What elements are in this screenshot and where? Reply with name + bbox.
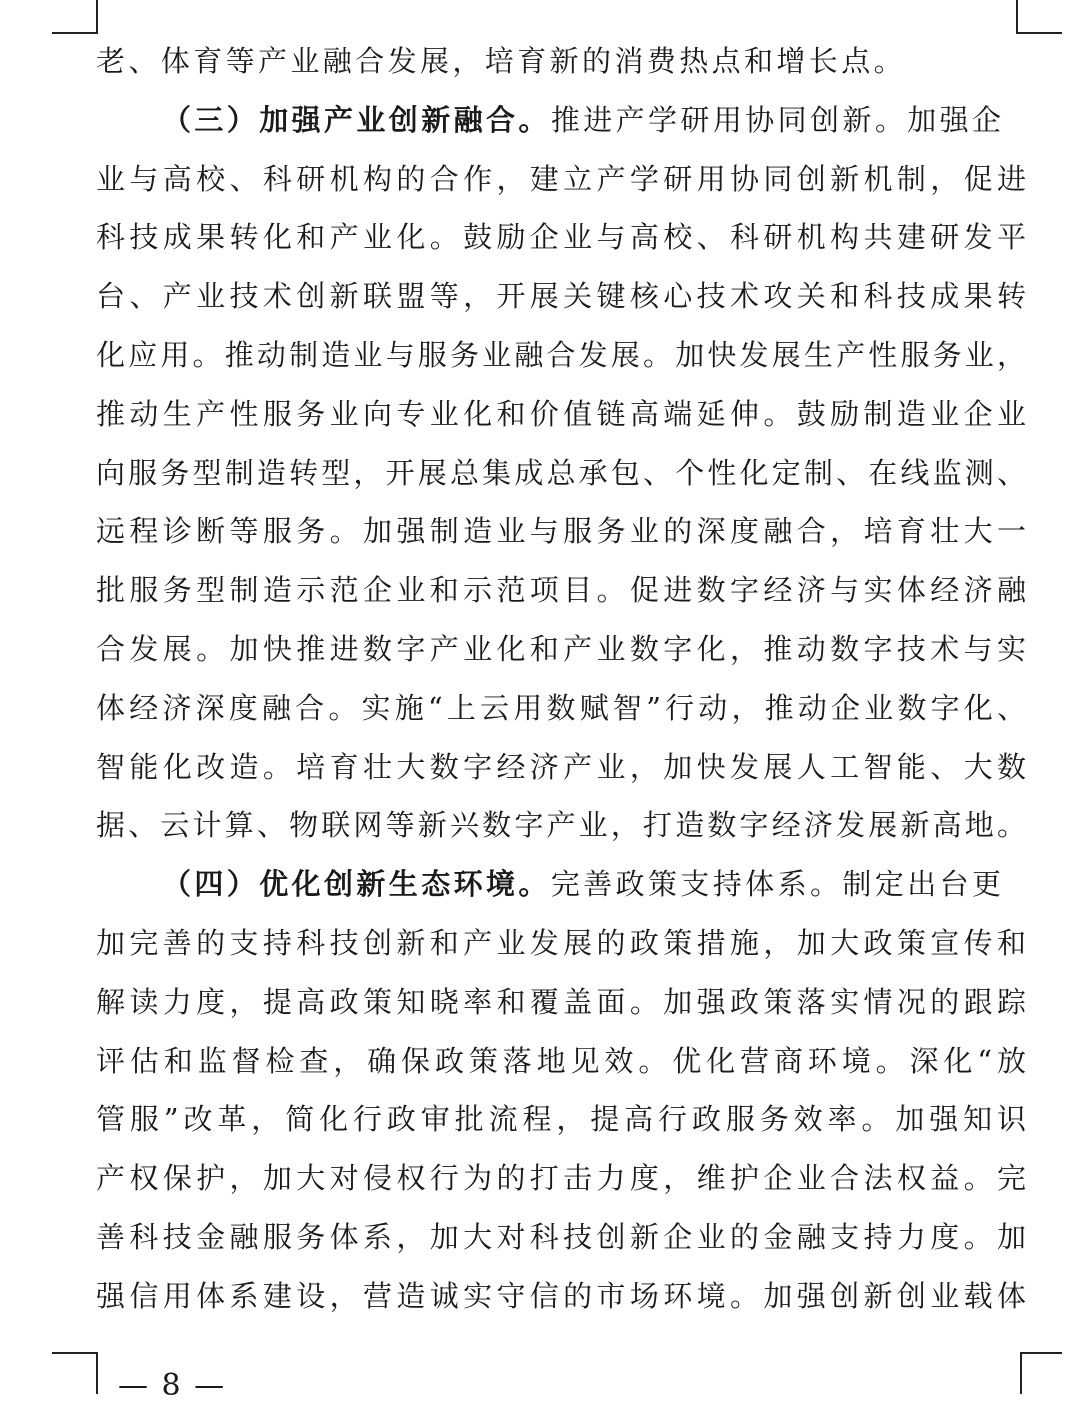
text-line: 产权保护，加大对侵权行为的打击力度，维护企业合法权益。完 — [96, 1161, 1026, 1196]
body-text — [96, 32, 1026, 1326]
text-line: 管服”改革，简化行政审批流程，提高行政服务效率。加强知识 — [96, 1102, 1026, 1137]
text-line: 业与高校、科研机构的合作，建立产学研用协同创新机制，促进 — [96, 161, 1026, 196]
section-4-first-line — [96, 855, 1026, 914]
text-line: 批服务型制造示范企业和示范项目。促进数字经济与实体经济融 — [96, 573, 1026, 608]
text-line: 善科技金融服务体系，加大对科技创新企业的金融支持力度。加 — [96, 1219, 1026, 1254]
text-line: 推动生产性服务业向专业化和价值链高端延伸。鼓励制造业企业 — [96, 396, 1026, 431]
section-4-heading: （四）优化创新生态环境。 — [162, 867, 551, 902]
page-number: — 8 — — [118, 1368, 227, 1403]
section-3-lead-text: 推进产学研用协同创新。加强企 — [550, 102, 1005, 137]
text-line: 据、云计算、物联网等新兴数字产业，打造数字经济发展新高地。 — [96, 808, 1026, 843]
text-line: 老、体育等产业融合发展，培育新的消费热点和增长点。 — [96, 44, 907, 78]
text-line: 评估和监督检查，确保政策落地见效。优化营商环境。深化“放 — [96, 1043, 1026, 1078]
text-line: 台、产业技术创新联盟等，开展关键核心技术攻关和科技成果转 — [96, 279, 1026, 314]
crop-mark-top-left — [52, 0, 98, 34]
text-line: 体经济深度融合。实施“上云用数赋智”行动，推动企业数字化、 — [96, 690, 1026, 725]
text-line: 智能化改造。培育壮大数字经济产业，加快发展人工智能、大数 — [96, 749, 1026, 784]
text-line: 向服务型制造转型，开展总集成总承包、个性化定制、在线监测、 — [96, 455, 1026, 490]
text-line: 加完善的支持科技创新和产业发展的政策措施，加大政策宣传和 — [96, 925, 1026, 960]
section-4-lead-text: 完善政策支持体系。制定出台更 — [550, 867, 1005, 902]
text-line: 强信用体系建设，营造诚实守信的市场环境。加强创新创业载体 — [96, 1278, 1026, 1313]
text-line: 化应用。推动制造业与服务业融合发展。加快发展生产性服务业， — [96, 337, 1026, 372]
text-line: 解读力度，提高政策知晓率和覆盖面。加强政策落实情况的跟踪 — [96, 984, 1026, 1019]
text-line: 合发展。加快推进数字产业化和产业数字化，推动数字技术与实 — [96, 631, 1026, 666]
section-3-first-line — [96, 91, 1026, 150]
crop-mark-bottom-left — [52, 1352, 98, 1394]
section-3-heading: （三）加强产业创新融合。 — [162, 102, 551, 137]
text-line: 远程诊断等服务。加强制造业与服务业的深度融合，培育壮大一 — [96, 514, 1026, 549]
crop-mark-bottom-right — [1020, 1352, 1062, 1394]
crop-mark-top-right — [1016, 0, 1062, 34]
text-line: 科技成果转化和产业化。鼓励企业与高校、科研机构共建研发平 — [96, 220, 1026, 255]
